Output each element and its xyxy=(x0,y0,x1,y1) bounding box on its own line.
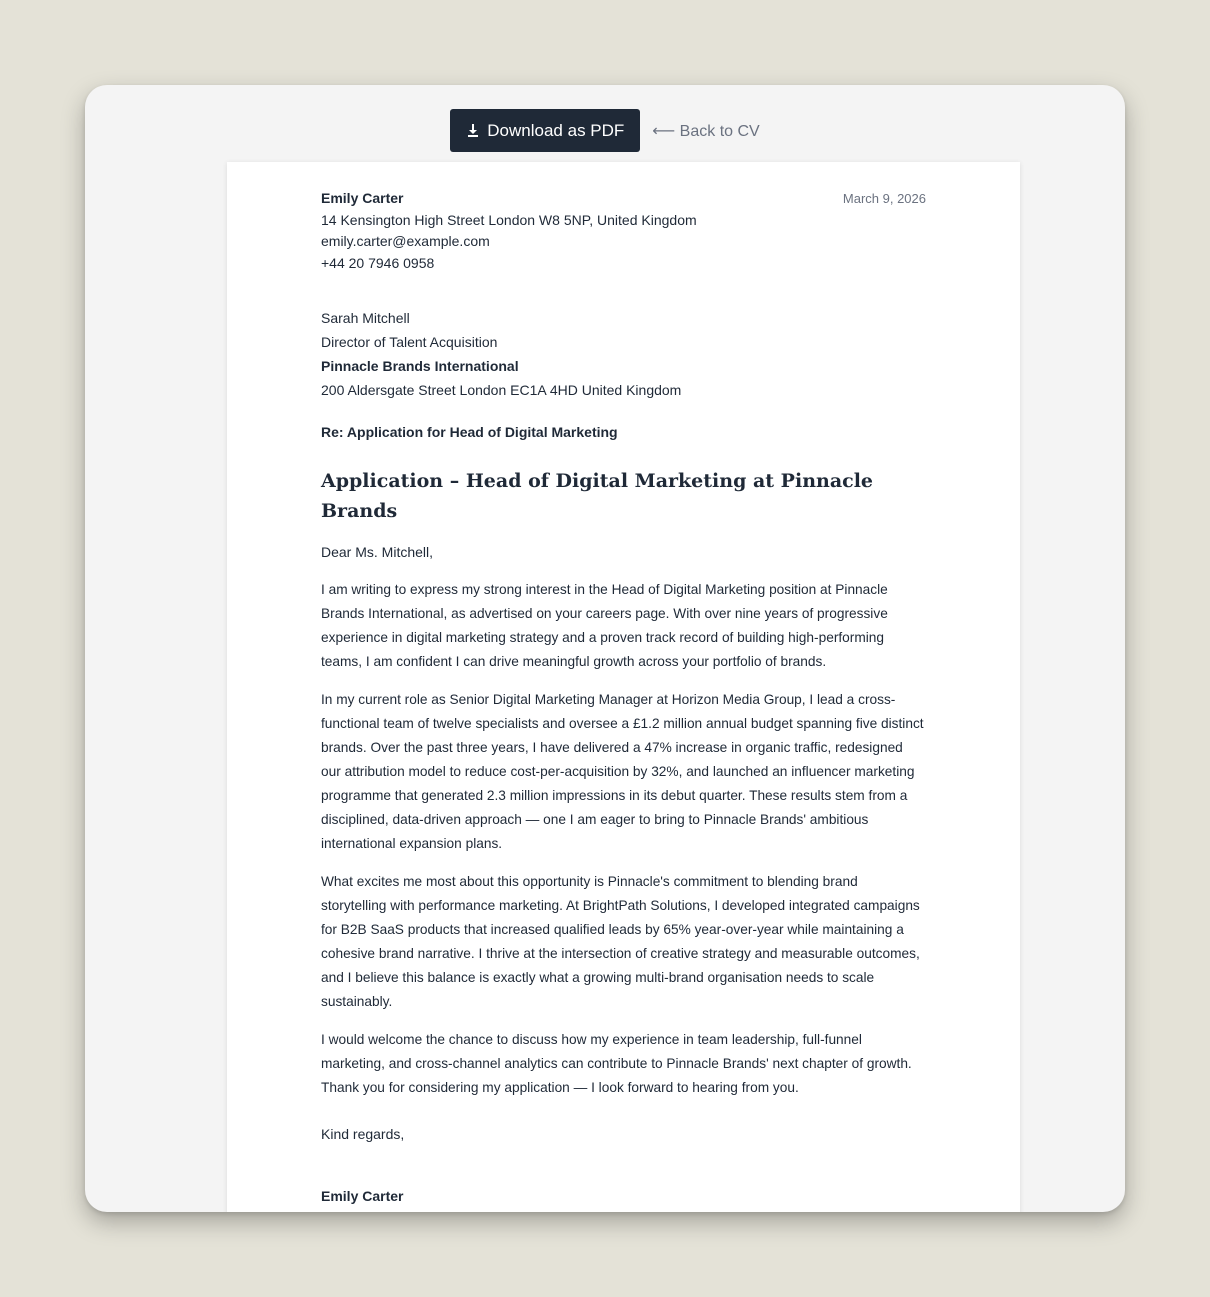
toolbar xyxy=(85,109,1125,152)
download-pdf-label: Download as PDF xyxy=(487,120,625,140)
recipient-address: 200 Aldersgate Street London EC1A 4HD United Kingdom xyxy=(321,382,682,398)
closing: Kind regards, xyxy=(321,1126,405,1142)
recipient-company: Pinnacle Brands International xyxy=(321,358,519,374)
back-to-cv-link[interactable]: ⟵ Back to CV xyxy=(652,122,760,140)
body-paragraph: I would welcome the chance to discuss how my experience in team leadership, full-funnel marketing, and cross-channel analytics can contribute to Pinnacle Brands' next chapter of growth. Thank you for considering my application — I look forward to hearing from you. xyxy=(321,1032,912,1095)
recipient-block xyxy=(321,306,926,402)
sender-email: emily.carter@example.com xyxy=(321,233,490,249)
app-window xyxy=(85,85,1125,1212)
body-paragraph: I am writing to express my strong interest in the Head of Digital Marketing position at Pinnacle Brands International, as advertised on your careers page. With over nine years of progressive experience in digital marketing strategy and a proven track record of building high-performing teams, I am confident I can drive meaningful growth across your portfolio of brands. xyxy=(321,582,888,669)
sender-block xyxy=(321,188,926,274)
body-paragraph: In my current role as Senior Digital Marketing Manager at Horizon Media Group, I lead a cross-functional team of twelve specialists and oversee a £1.2 million annual budget spanning five distinct brands. Over the past three years, I have delivered a 47% increase in organic traffic, redesigned our attribution model to reduce cost-per-acquisition by 32%, and launched an influencer marketing programme that generated 2.3 million impressions in its debut quarter. These results stem from a disciplined, data-driven approach — one I am eager to bring to Pinnacle Brands' ambitious international expansion plans. xyxy=(321,692,924,851)
signature: Emily Carter xyxy=(321,1188,404,1204)
sender-name: Emily Carter xyxy=(321,190,404,206)
sender-phone: +44 20 7946 0958 xyxy=(321,254,435,271)
recipient-title: Director of Talent Acquisition xyxy=(321,334,498,350)
letter-page xyxy=(227,162,1020,1212)
download-icon xyxy=(467,124,479,137)
download-pdf-button[interactable] xyxy=(450,109,640,152)
recipient-name: Sarah Mitchell xyxy=(321,310,410,326)
subject-line: Re: Application for Head of Digital Marketing xyxy=(321,424,618,440)
letter-date: March 9, 2026 xyxy=(842,191,926,206)
salutation: Dear Ms. Mitchell, xyxy=(321,544,434,560)
sender-address: 14 Kensington High Street London W8 5NP, United Kingdom xyxy=(321,211,697,228)
letter-content xyxy=(321,188,926,1208)
body-paragraph: What excites me most about this opportunity is Pinnacle's commitment to blending brand storytelling with performance marketing. At BrightPath Solutions, I developed integrated campaigns for B2B SaaS products that increased qualified leads by 65% year-over-year while maintaining a cohesive brand narrative. I thrive at the intersection of creative strategy and measurable outcomes, and I believe this balance is exactly what a growing multi-brand organisation needs to scale sustainably. xyxy=(321,874,920,1009)
letter-heading: Application – Head of Digital Marketing at Pinnacle Brands xyxy=(321,470,874,522)
